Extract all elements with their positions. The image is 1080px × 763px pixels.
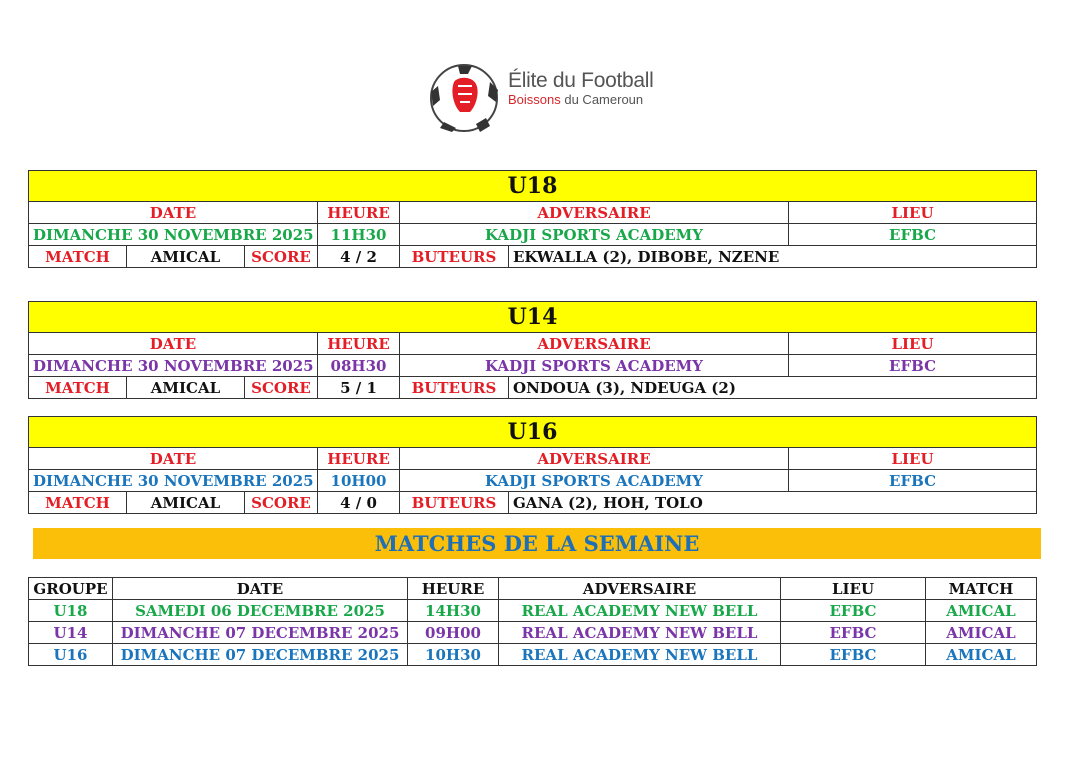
schedule-match: AMICAL bbox=[926, 644, 1037, 666]
results-table-u18 bbox=[28, 170, 1037, 268]
schedule-adversaire: REAL ACADEMY NEW BELL bbox=[499, 600, 781, 622]
score-label: SCORE bbox=[245, 492, 318, 514]
score-value: 4 / 0 bbox=[318, 492, 400, 514]
match-venue: EFBC bbox=[789, 355, 1037, 377]
schedule-match: AMICAL bbox=[926, 622, 1037, 644]
header-adversaire: ADVERSAIRE bbox=[400, 333, 789, 355]
category-title: U18 bbox=[29, 171, 1037, 202]
category-row bbox=[29, 171, 1037, 202]
score-row bbox=[29, 492, 1037, 514]
week-banner: MATCHES DE LA SEMAINE bbox=[33, 528, 1041, 559]
schedule-date: SAMEDI 06 DECEMBRE 2025 bbox=[113, 600, 408, 622]
scorers-label: BUTEURS bbox=[400, 377, 509, 399]
match-date: DIMANCHE 30 NOVEMBRE 2025 bbox=[29, 224, 318, 246]
header-adversaire: ADVERSAIRE bbox=[400, 202, 789, 224]
match-time: 08H30 bbox=[318, 355, 400, 377]
header-date: DATE bbox=[29, 202, 318, 224]
results-table-u16 bbox=[28, 416, 1037, 514]
score-value: 4 / 2 bbox=[318, 246, 400, 268]
schedule-groupe: U14 bbox=[29, 622, 113, 644]
schedule-header-heure: HEURE bbox=[408, 578, 499, 600]
header-row bbox=[29, 448, 1037, 470]
score-label: SCORE bbox=[245, 246, 318, 268]
category-title: U16 bbox=[29, 417, 1037, 448]
schedule-groupe: U18 bbox=[29, 600, 113, 622]
schedule-header-groupe: GROUPE bbox=[29, 578, 113, 600]
logo-text bbox=[508, 70, 654, 108]
header-lieu: LIEU bbox=[789, 333, 1037, 355]
header-heure: HEURE bbox=[318, 333, 400, 355]
schedule-lieu: EFBC bbox=[781, 622, 926, 644]
match-opponent: KADJI SPORTS ACADEMY bbox=[400, 470, 789, 492]
schedule-header-adversaire: ADVERSAIRE bbox=[499, 578, 781, 600]
score-label: SCORE bbox=[245, 377, 318, 399]
scorers-value: ONDOUA (3), NDEUGA (2) bbox=[509, 377, 1037, 399]
schedule-heure: 09H00 bbox=[408, 622, 499, 644]
schedule-heure: 10H30 bbox=[408, 644, 499, 666]
match-opponent: KADJI SPORTS ACADEMY bbox=[400, 355, 789, 377]
category-row bbox=[29, 302, 1037, 333]
schedule-row bbox=[29, 622, 1037, 644]
football-lion-icon bbox=[428, 62, 504, 134]
scorers-label: BUTEURS bbox=[400, 492, 509, 514]
week-schedule-table bbox=[28, 577, 1037, 666]
schedule-header-row bbox=[29, 578, 1037, 600]
schedule-heure: 14H30 bbox=[408, 600, 499, 622]
match-opponent: KADJI SPORTS ACADEMY bbox=[400, 224, 789, 246]
scorers-label: BUTEURS bbox=[400, 246, 509, 268]
schedule-adversaire: REAL ACADEMY NEW BELL bbox=[499, 622, 781, 644]
results-table-u14 bbox=[28, 301, 1037, 399]
schedule-header-match: MATCH bbox=[926, 578, 1037, 600]
category-title: U14 bbox=[29, 302, 1037, 333]
schedule-date: DIMANCHE 07 DECEMBRE 2025 bbox=[113, 622, 408, 644]
match-info-row bbox=[29, 355, 1037, 377]
logo-title: Élite du Football bbox=[508, 69, 654, 92]
score-value: 5 / 1 bbox=[318, 377, 400, 399]
header-row bbox=[29, 333, 1037, 355]
header-lieu: LIEU bbox=[789, 202, 1037, 224]
header-heure: HEURE bbox=[318, 448, 400, 470]
header-heure: HEURE bbox=[318, 202, 400, 224]
match-label: MATCH bbox=[29, 246, 127, 268]
match-time: 11H30 bbox=[318, 224, 400, 246]
schedule-adversaire: REAL ACADEMY NEW BELL bbox=[499, 644, 781, 666]
logo-subtitle bbox=[508, 92, 654, 108]
match-date: DIMANCHE 30 NOVEMBRE 2025 bbox=[29, 355, 318, 377]
schedule-lieu: EFBC bbox=[781, 644, 926, 666]
match-info-row bbox=[29, 470, 1037, 492]
schedule-row bbox=[29, 644, 1037, 666]
header-lieu: LIEU bbox=[789, 448, 1037, 470]
match-label: MATCH bbox=[29, 492, 127, 514]
logo-subtitle-rest: du Cameroun bbox=[560, 92, 644, 107]
schedule-groupe: U16 bbox=[29, 644, 113, 666]
header-date: DATE bbox=[29, 448, 318, 470]
header-row bbox=[29, 202, 1037, 224]
match-date: DIMANCHE 30 NOVEMBRE 2025 bbox=[29, 470, 318, 492]
match-venue: EFBC bbox=[789, 470, 1037, 492]
schedule-header-date: DATE bbox=[113, 578, 408, 600]
match-time: 10H00 bbox=[318, 470, 400, 492]
scorers-value: GANA (2), HOH, TOLO bbox=[509, 492, 1037, 514]
category-row bbox=[29, 417, 1037, 448]
logo-subtitle-brand: Boissons bbox=[508, 92, 561, 107]
match-type: AMICAL bbox=[127, 492, 245, 514]
match-type: AMICAL bbox=[127, 246, 245, 268]
match-venue: EFBC bbox=[789, 224, 1037, 246]
score-row bbox=[29, 246, 1037, 268]
match-info-row bbox=[29, 224, 1037, 246]
header-adversaire: ADVERSAIRE bbox=[400, 448, 789, 470]
schedule-date: DIMANCHE 07 DECEMBRE 2025 bbox=[113, 644, 408, 666]
scorers-value: EKWALLA (2), DIBOBE, NZENE bbox=[509, 246, 1037, 268]
schedule-row bbox=[29, 600, 1037, 622]
schedule-header-lieu: LIEU bbox=[781, 578, 926, 600]
header-date: DATE bbox=[29, 333, 318, 355]
club-logo bbox=[428, 62, 663, 134]
schedule-lieu: EFBC bbox=[781, 600, 926, 622]
match-type: AMICAL bbox=[127, 377, 245, 399]
match-label: MATCH bbox=[29, 377, 127, 399]
schedule-match: AMICAL bbox=[926, 600, 1037, 622]
score-row bbox=[29, 377, 1037, 399]
